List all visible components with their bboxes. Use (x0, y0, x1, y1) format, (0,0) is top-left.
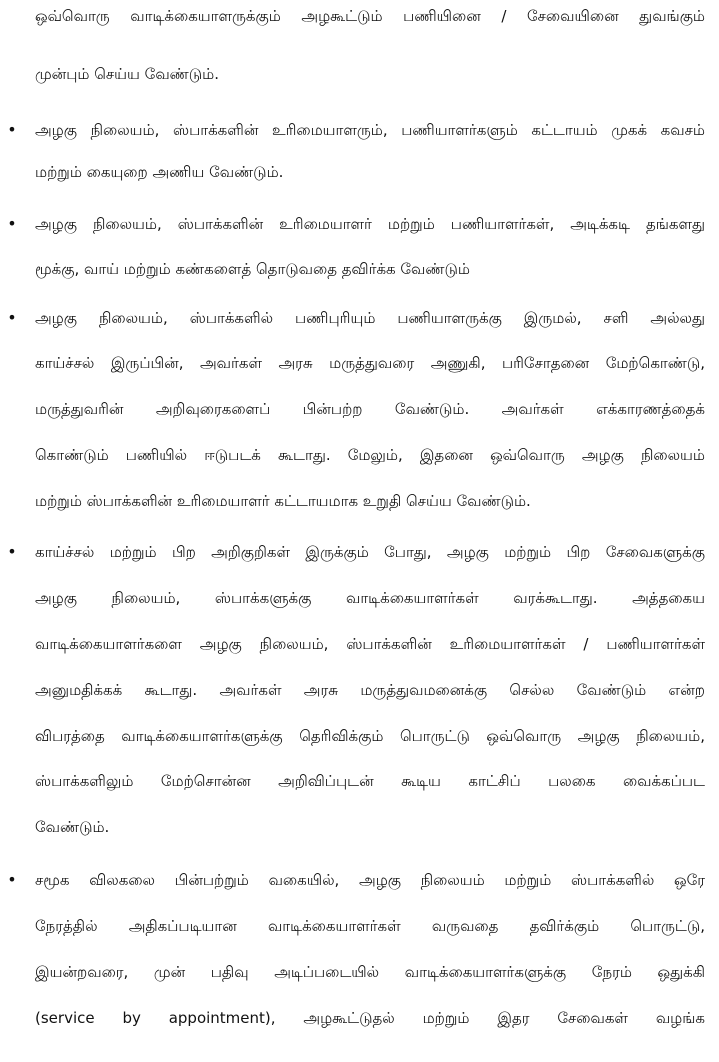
bullet-icon: • (7, 214, 17, 233)
bullet-3-line-2: காய்ச்சல் இருப்பின், அவர்கள் அரசு மருத்துவரை அணுகி, பரிசோதனை மேற்கொண்டு, (35, 354, 705, 372)
bullet-1-line-1: அழகு நிலையம், ஸ்பாக்களின் உரிமையாளரும், பணியாளர்களும் கட்டாயம் முகக் கவசம் (35, 121, 705, 139)
bullet-icon: • (7, 120, 17, 139)
bullet-5-line-4: (service by appointment), அழகூட்டுதல் மற்றும் இதர சேவைகள் வழங்க (35, 1009, 705, 1027)
bullet-icon: • (7, 308, 17, 327)
bullet-5-line-2: நேரத்தில் அதிகப்படியான வாடிக்கையாளர்கள் வருவதை தவிர்க்கும் பொருட்டு, (35, 917, 705, 935)
bullet-1-line-2: மற்றும் கையுறை அணிய வேண்டும். (35, 163, 284, 181)
bullet-3-line-1: அழகு நிலையம், ஸ்பாக்களில் பணிபுரியும் பணியாளருக்கு இருமல், சளி அல்லது (35, 309, 705, 327)
bullet-3-line-4: கொண்டும் பணியில் ஈடுபடக் கூடாது. மேலும், இதனை ஒவ்வொரு அழகு நிலையம் (35, 446, 705, 464)
bullet-5-line-1: சமூக விலகலை பின்பற்றும் வகையில், அழகு நிலையம் மற்றும் ஸ்பாக்களில் ஒரே (35, 871, 705, 889)
bullet-4-line-6: ஸ்பாக்களிலும் மேற்சொன்ன அறிவிப்புடன் கூடிய காட்சிப் பலகை வைக்கப்பட (35, 772, 705, 790)
bullet-3-line-5: மற்றும் ஸ்பாக்களின் உரிமையாளர் கட்டாயமாக உறுதி செய்ய வேண்டும். (35, 492, 531, 510)
intro-line-2: முன்பும் செய்ய வேண்டும். (35, 65, 219, 83)
bullet-4-line-3: வாடிக்கையாளர்களை அழகு நிலையம், ஸ்பாக்களின் உரிமையாளர்கள் / பணியாளர்கள் (35, 635, 705, 653)
bullet-2-line-2: மூக்கு, வாய் மற்றும் கண்களைத் தொடுவதை தவிர்க்க வேண்டும் (35, 260, 470, 278)
intro-line-1: ஒவ்வொரு வாடிக்கையாளருக்கும் அழகூட்டும் பணியினை / சேவையினை துவங்கும் (35, 7, 705, 25)
bullet-icon: • (7, 542, 17, 561)
bullet-4-line-1: காய்ச்சல் மற்றும் பிற அறிகுறிகள் இருக்கும் போது, அழகு மற்றும் பிற சேவைகளுக்கு (35, 543, 705, 561)
bullet-icon: • (7, 870, 17, 889)
bullet-4-line-7: வேண்டும். (35, 818, 110, 836)
bullet-2-line-1: அழகு நிலையம், ஸ்பாக்களின் உரிமையாளர் மற்றும் பணியாளர்கள், அடிக்கடி தங்களது (35, 215, 705, 233)
bullet-4-line-5: விபரத்தை வாடிக்கையாளர்களுக்கு தெரிவிக்கும் பொருட்டு ஒவ்வொரு அழகு நிலையம், (35, 727, 705, 745)
bullet-4-line-4: அனுமதிக்கக் கூடாது. அவர்கள் அரசு மருத்துவமனைக்கு செல்ல வேண்டும் என்ற (35, 681, 705, 699)
bullet-5-line-3: இயன்றவரை, முன் பதிவு அடிப்படையில் வாடிக்கையாளர்களுக்கு நேரம் ஒதுக்கி (35, 963, 705, 981)
bullet-4-line-2: அழகு நிலையம், ஸ்பாக்களுக்கு வாடிக்கையாளர்கள் வரக்கூடாது. அத்தகைய (35, 589, 705, 607)
bullet-3-line-3: மருத்துவரின் அறிவுரைகளைப் பின்பற்ற வேண்டும். அவர்கள் எக்காரணத்தைக் (35, 400, 705, 418)
